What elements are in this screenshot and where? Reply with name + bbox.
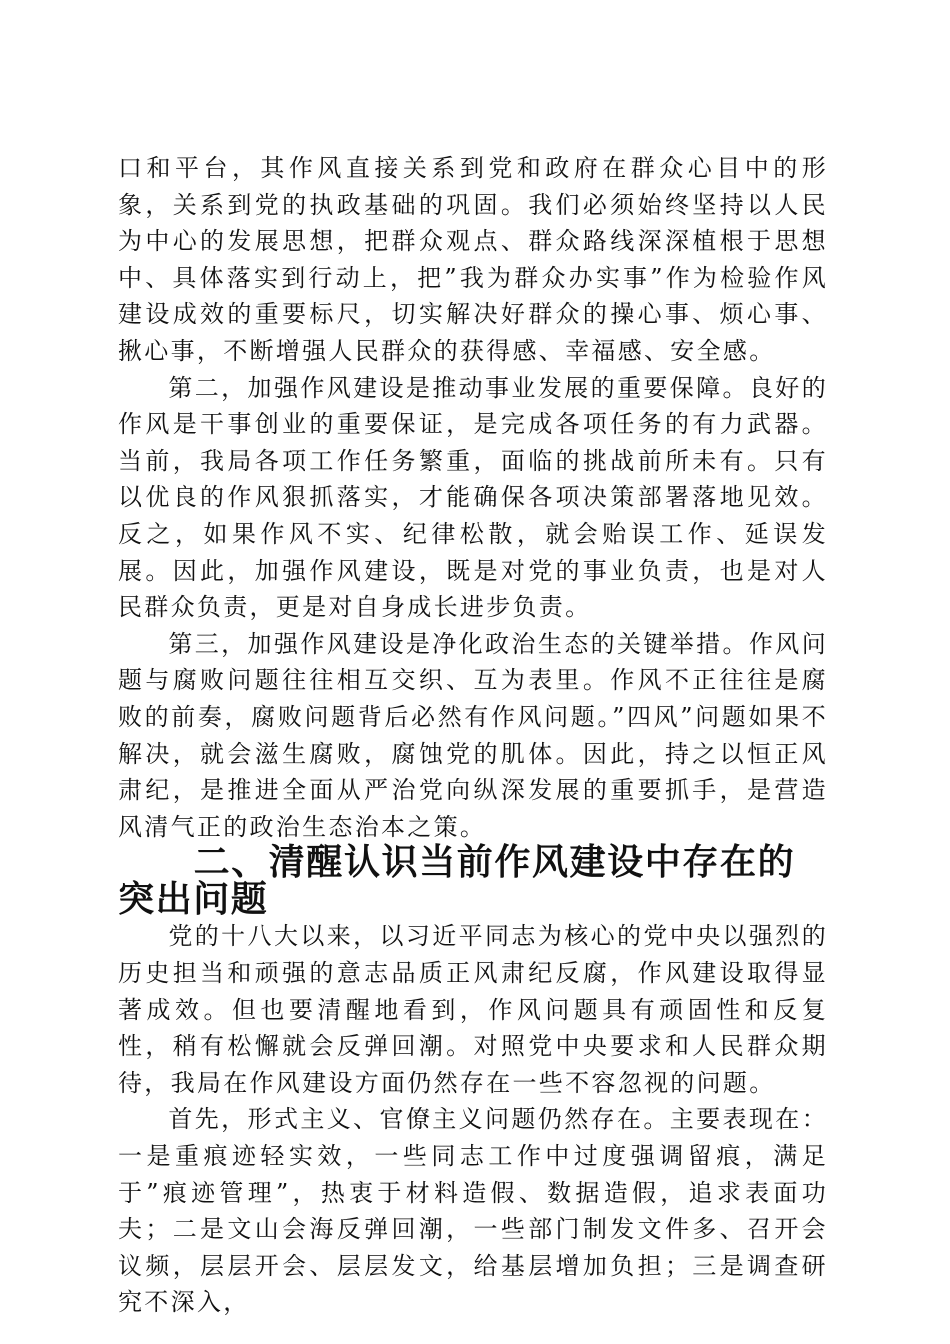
paragraph-second-point: 第二，加强作风建设是推动事业发展的重要保障。良好的作风是干事创业的重要保证，是完成各项任务的有力武器。当前，我局各项工作任务繁重，面临的挑战前所未有。只有以优良的作风狠抓落实，才能确保各项决策部署落地见效。反之，如果作风不实、纪律松散，就会贻误工作、延误发展。因此，加强作风建设，既是对党的事业负责，也是对人民群众负责，更是对自身成长进步负责。 [118,373,828,622]
paragraph-continued-from-previous-page: 口和平台，其作风直接关系到党和政府在群众心目中的形象，关系到党的执政基础的巩固。我们必须始终坚持以人民为中心的发展思想，把群众观点、群众路线深深植根于思想中、具体落实到行动上，把”我为群众办实事”作为检验作风建设成效的重要标尺，切实解决好群众的操心事、烦心事、揪心事，不断增强人民群众的获得感、幸福感、安全感。 [118,154,828,365]
paragraph-section-intro: 党的十八大以来，以习近平同志为核心的党中央以强烈的历史担当和顽强的意志品质正风肃纪反腐，作风建设取得显著成效。但也要清醒地看到，作风问题具有顽固性和反复性，稍有松懈就会反弹回潮。对照党中央要求和人民群众期待，我局在作风建设方面仍然存在一些不容忽视的问题。 [118,922,828,1097]
paragraph-first-problem: 首先，形式主义、官僚主义问题仍然存在。主要表现在：一是重痕迹轻实效，一些同志工作中过度强调留痕，满足于”痕迹管理”，热衷于材料造假、数据造假，追求表面功夫；二是文山会海反弹回潮，一些部门制发文件多、召开会议频，层层开会、层层发文，给基层增加负担；三是调查研究不深入， [118,1105,828,1317]
document-body [118,150,828,1321]
paragraph-third-point: 第三，加强作风建设是净化政治生态的关键举措。作风问题与腐败问题往往相互交织、互为表里。作风不正往往是腐败的前奏，腐败问题背后必然有作风问题。”四风”问题如果不解决，就会滋生腐败，腐蚀党的肌体。因此，持之以恒正风肃纪，是推进全面从严治党向纵深发展的重要抓手，是营造风清气正的政治生态治本之策。 [118,629,828,841]
section-heading: 二、清醒认识当前作风建设中存在的突出问题 [118,842,796,920]
